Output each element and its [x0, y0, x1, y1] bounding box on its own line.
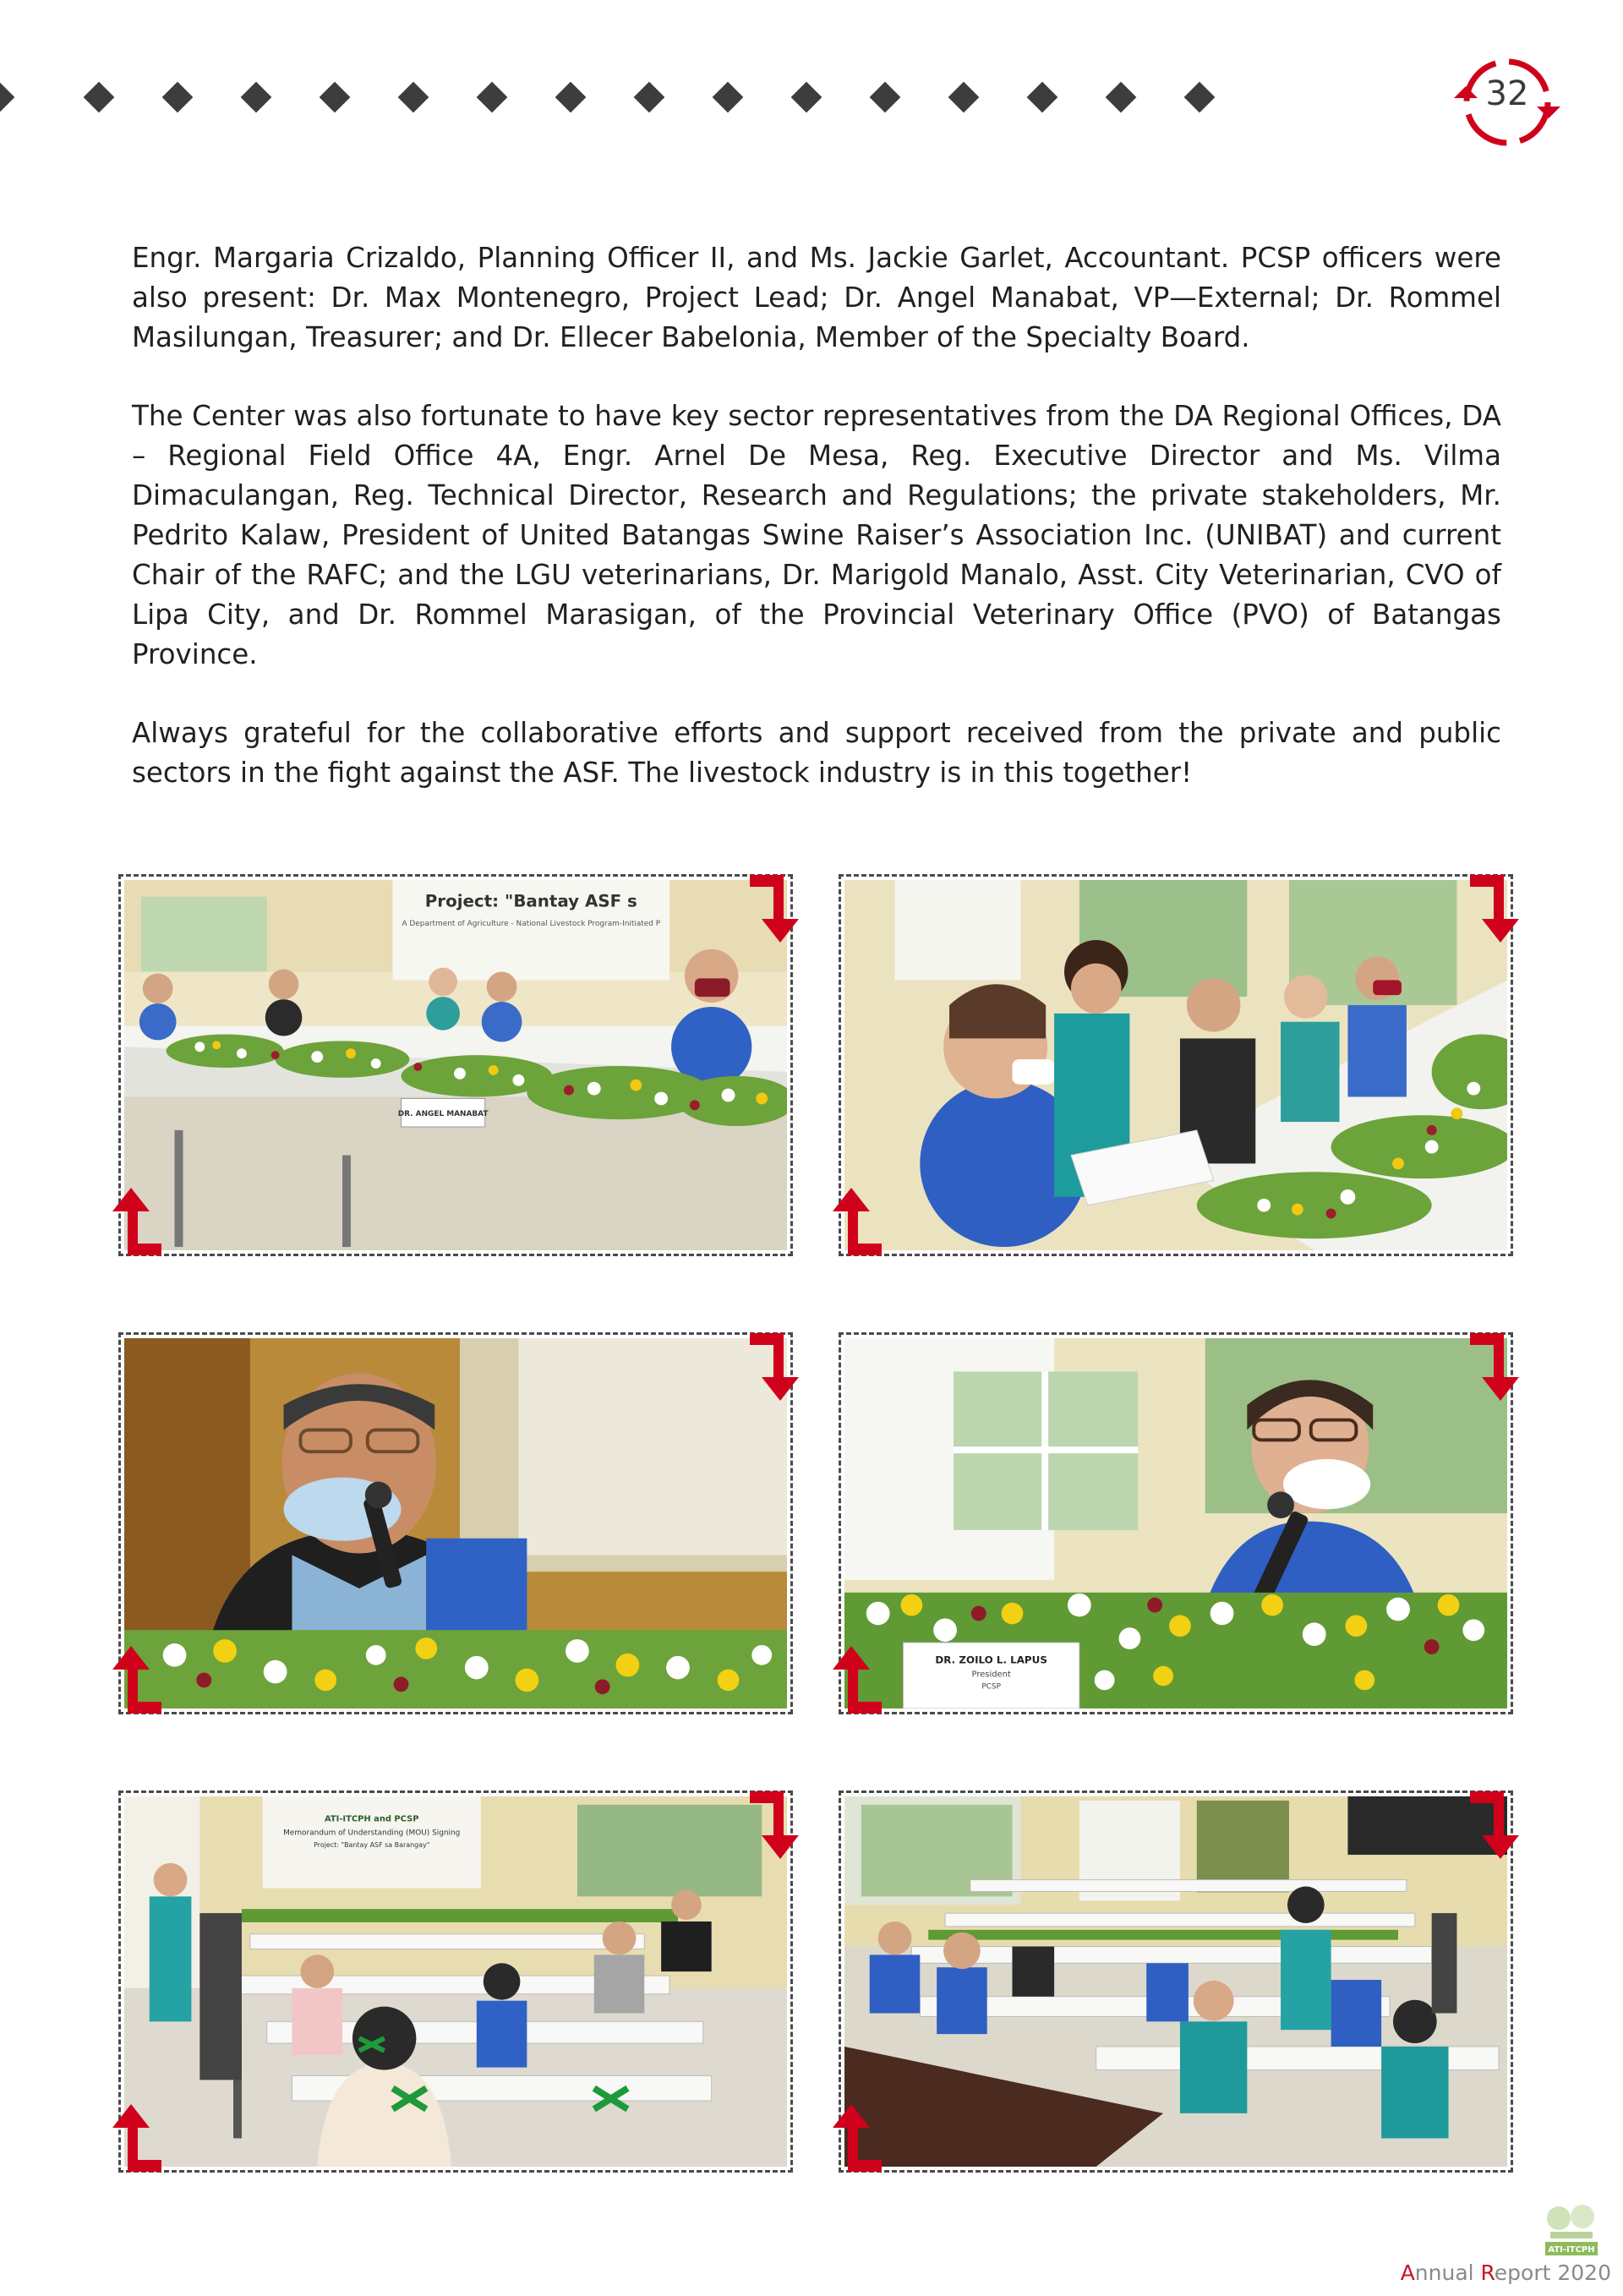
- header-diamond: [0, 82, 14, 113]
- paragraph-2: The Center was also fortunate to have key sector representatives from the DA Regional Offices, DA – Regional Field Office 4A, Engr. Arnel De Mesa, Reg. Executive Director and Ms. Vilma Dimaculangan, Reg. Technical Director, Research and Regulations; the private stakeholders, Mr. Pedrito Kalaw, President of United Batangas Swine Raiser’s Association Inc. (UNIBAT) and current Chair of the RAFC; and the LGU veterinarians, Dr. Marigold Manalo, Asst. City Veterinarian, CVO of Lipa City, and Dr. Rommel Marasigan, of the Provincial Veterinary Office (PVO) of Batangas Province.: [132, 400, 1501, 670]
- banner-subtitle: A Department of Agriculture - National Livestock Program-Initiated P: [402, 920, 661, 929]
- corner-arrow-down-icon: [1467, 1788, 1526, 1864]
- header-diamond: [1027, 82, 1058, 113]
- header-diamond: [1184, 82, 1216, 113]
- header-diamond: [320, 82, 351, 113]
- logo-caption: ATI-ITCPH: [1548, 2245, 1595, 2255]
- header-diamond-row: [0, 79, 1319, 118]
- banner-title: Project: "Bantay ASF s: [424, 891, 637, 911]
- banner-line3: Project: "Bantay ASF sa Barangay": [314, 1841, 430, 1850]
- photo-frame-3: [118, 1332, 793, 1714]
- speaker-photo-2: [844, 1338, 1507, 1708]
- banner-subtitle: Memorandum of Understanding (MOU) Signing: [283, 1829, 461, 1838]
- corner-arrow-up-icon: [109, 2101, 165, 2175]
- corner-arrow-down-icon: [746, 872, 806, 948]
- page-number: 32: [1485, 74, 1529, 113]
- corner-arrow-up-icon: [829, 1184, 885, 1259]
- photo-frame-5: [118, 1790, 793, 2173]
- signing-assist-photo: [844, 880, 1507, 1250]
- header-diamond: [791, 82, 822, 113]
- name-card-org: PCSP: [981, 1682, 1001, 1692]
- paragraph-1: Engr. Margaria Crizaldo, Planning Officer II, and Ms. Jackie Garlet, Accountant. PCSP officers were also present: Dr. Max Montenegro, Project Lead; Dr. Angel Manabat, VP—External; Dr. Rommel Masilungan, Treasurer; and Dr. Ellecer Babelonia, Member of the Specialty Board.: [132, 242, 1501, 353]
- conference-hall-photo-1: [124, 1796, 787, 2167]
- header-diamond: [84, 82, 115, 113]
- meeting-table-photo: [124, 880, 787, 1250]
- header-diamond: [162, 82, 194, 113]
- header-diamond: [948, 82, 980, 113]
- corner-arrow-down-icon: [1467, 1330, 1526, 1406]
- corner-arrow-down-icon: [746, 1330, 806, 1406]
- photo-frame-4: [839, 1332, 1513, 1714]
- header-diamond: [713, 82, 744, 113]
- speaker-photo-1: [124, 1338, 787, 1708]
- header-diamond: [398, 82, 429, 113]
- header-diamond: [1106, 82, 1137, 113]
- corner-arrow-up-icon: [829, 2101, 885, 2175]
- corner-arrow-down-icon: [1467, 872, 1526, 948]
- corner-arrow-down-icon: [746, 1788, 806, 1864]
- header-diamond: [870, 82, 901, 113]
- banner-title: ATI-ITCPH and PCSP: [324, 1814, 419, 1824]
- conference-hall-photo-2: [844, 1796, 1507, 2167]
- photo-frame-6: [839, 1790, 1513, 2173]
- photo-frame-2: [839, 874, 1513, 1256]
- footer-annual-report: Annual Report 2020: [1400, 2260, 1611, 2285]
- header-diamond: [241, 82, 272, 113]
- name-card-title: President: [971, 1670, 1011, 1680]
- name-card-name: DR. ZOILO L. LAPUS: [935, 1654, 1047, 1666]
- corner-arrow-up-icon: [109, 1643, 165, 1717]
- photo-frame-1: [118, 874, 793, 1256]
- header-diamond: [555, 82, 587, 113]
- corner-arrow-up-icon: [829, 1643, 885, 1717]
- name-card: DR. ANGEL MANABAT: [397, 1110, 489, 1119]
- header-diamond: [634, 82, 665, 113]
- paragraph-3: Always grateful for the collaborative efforts and support received from the private and public sectors in the fight against the ASF. The livestock industry is in this together!: [132, 717, 1501, 789]
- corner-arrow-up-icon: [109, 1184, 165, 1259]
- article-body: [132, 238, 1501, 832]
- ati-itcph-logo: [1540, 2201, 1603, 2260]
- header-diamond: [477, 82, 508, 113]
